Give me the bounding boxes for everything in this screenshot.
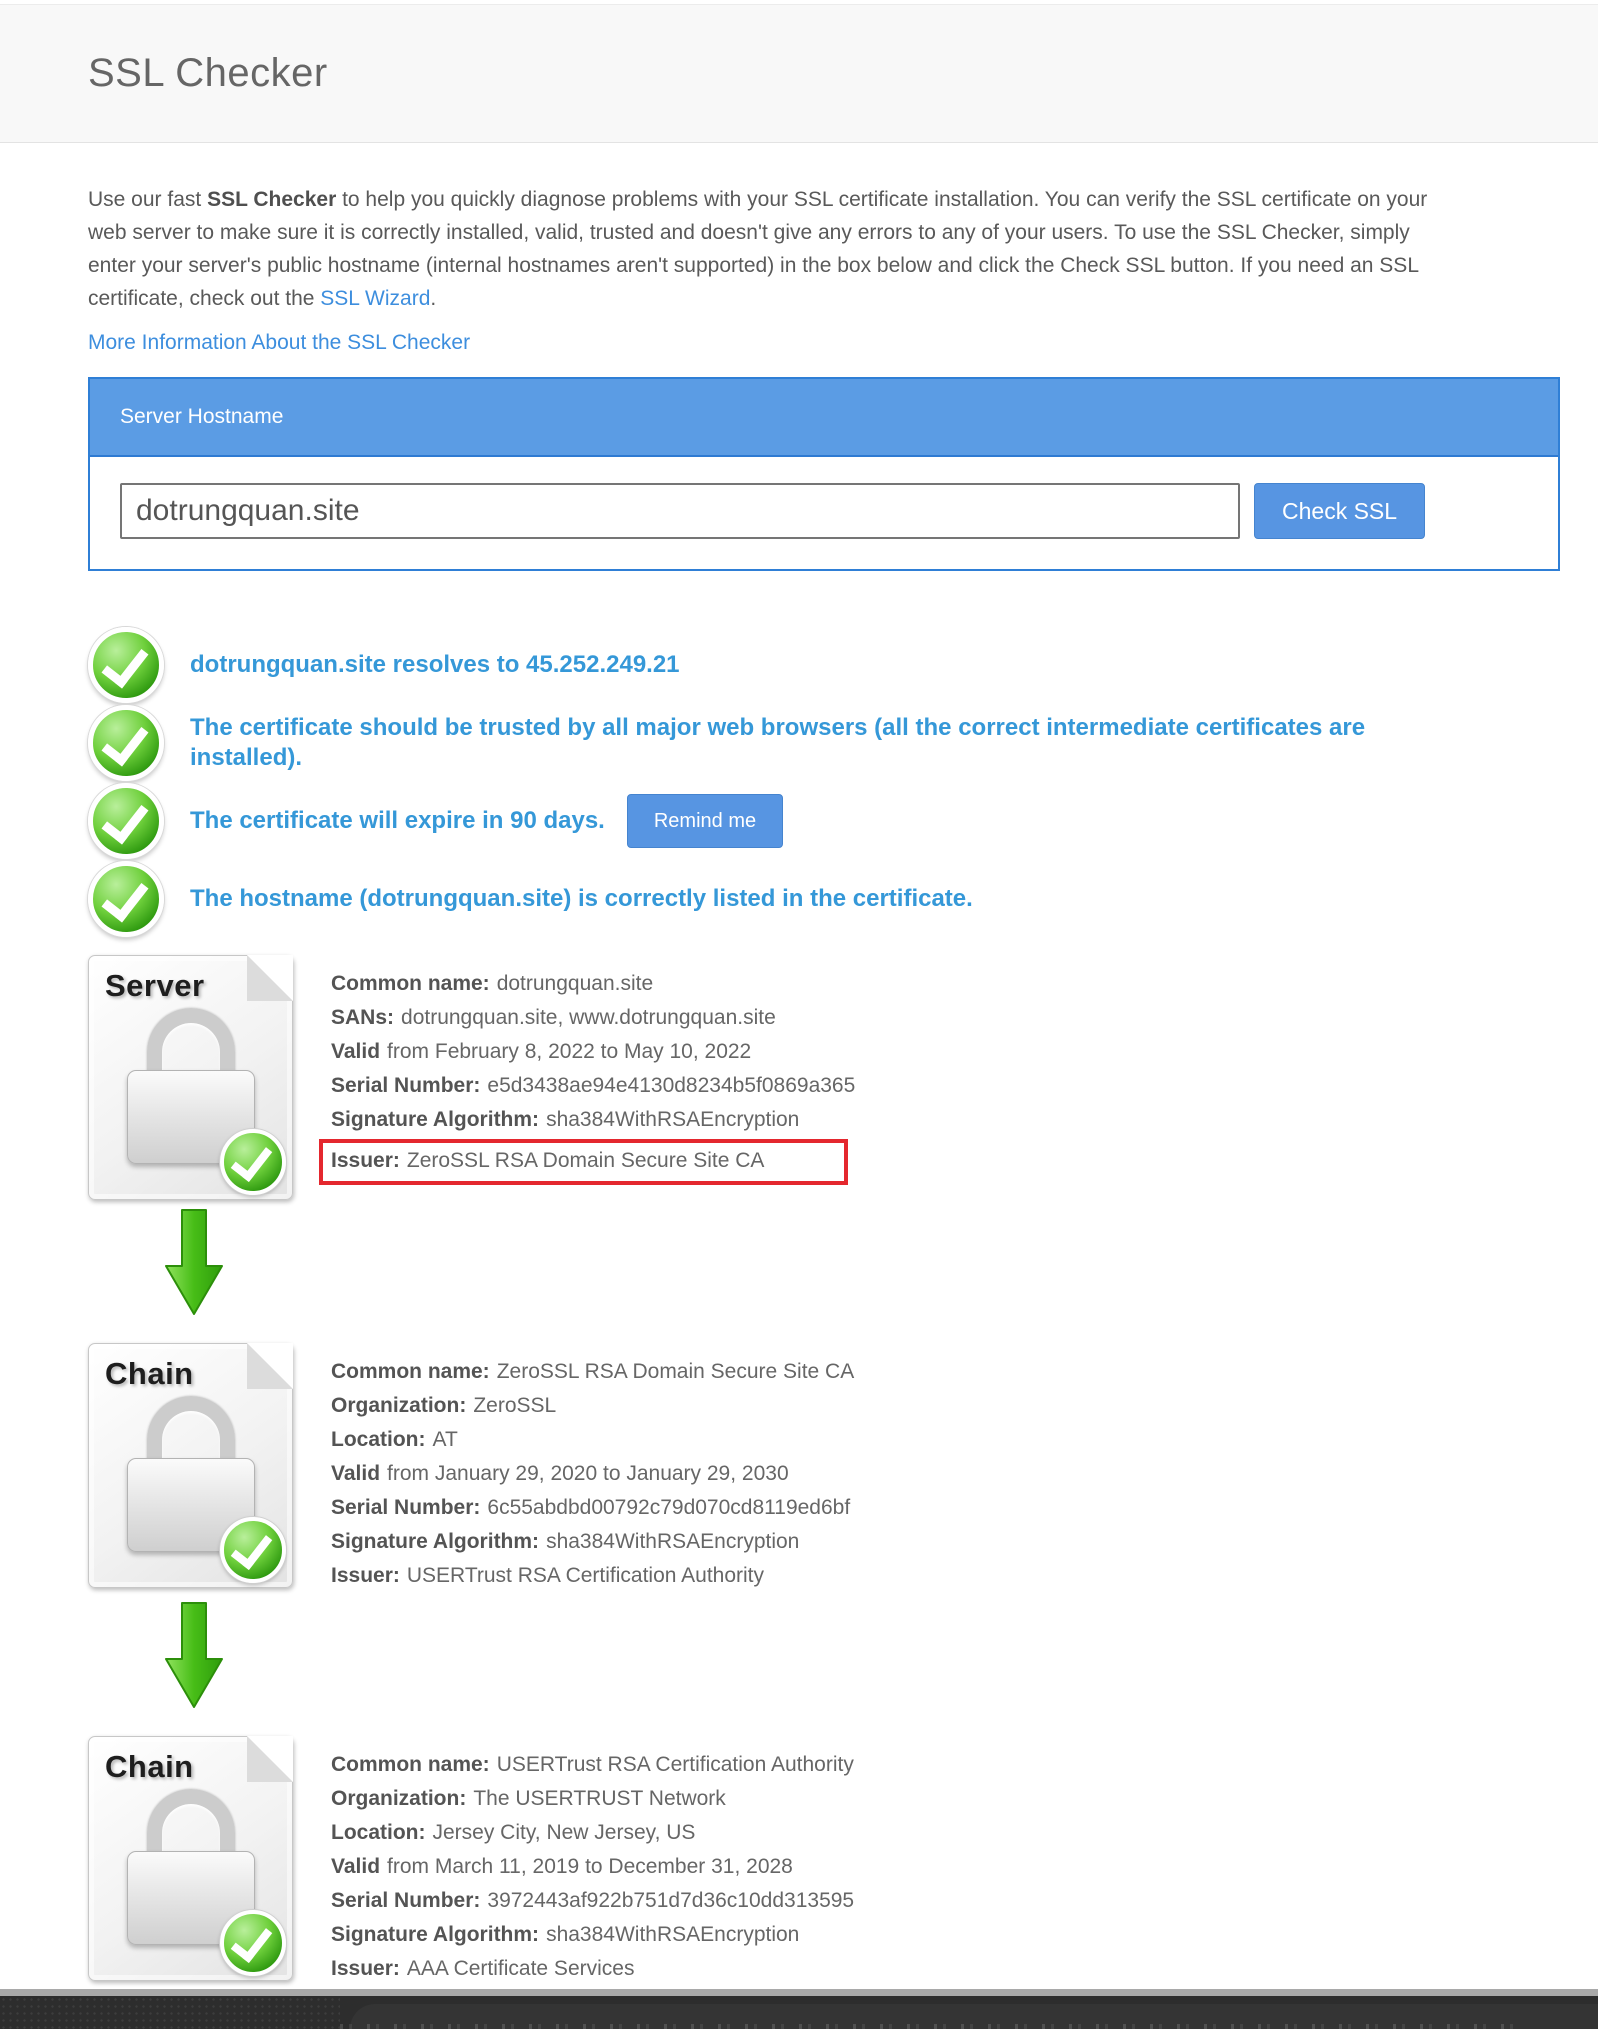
panel-header	[90, 379, 1558, 457]
page-fold-icon	[247, 955, 293, 1001]
hostname-panel	[88, 377, 1560, 571]
result-text: dotrungquan.site resolves to 45.252.249.21	[190, 651, 680, 678]
main-content	[88, 183, 1560, 1986]
cert-field: Valid from March 11, 2019 to December 31, 2028	[331, 1855, 793, 1878]
intro-segment: Use our fast	[88, 188, 208, 211]
check-icon	[88, 783, 164, 859]
intro-text	[88, 183, 1428, 315]
result-row	[88, 783, 1560, 859]
page-fold-icon	[247, 1736, 293, 1782]
page-footer	[0, 1989, 1598, 2029]
certificate-details	[331, 1736, 854, 1986]
certificate-block-chain-1	[88, 1343, 1560, 1593]
panel-title: Server Hostname	[120, 405, 284, 428]
cert-field: Serial Number: e5d3438ae94e4130d8234b5f0869a365	[331, 1074, 856, 1097]
intro-segment: .	[430, 287, 437, 310]
certificate-icon-label: Chain	[105, 1749, 194, 1784]
cert-field: Signature Algorithm: sha384WithRSAEncryption	[331, 1530, 800, 1553]
cert-field: Location: Jersey City, New Jersey, US	[331, 1821, 696, 1844]
cert-field: Issuer: AAA Certificate Services	[331, 1957, 635, 1980]
cert-field: Valid from February 8, 2022 to May 10, 2022	[331, 1040, 752, 1063]
certificate-block-chain-2	[88, 1736, 1560, 1986]
chain-certificate-icon	[88, 1343, 293, 1588]
check-icon	[88, 627, 164, 703]
page-fold-icon	[247, 1343, 293, 1389]
certificate-details	[331, 955, 855, 1200]
panel-body	[90, 457, 1558, 569]
results-list	[88, 627, 1560, 937]
certificate-details	[331, 1343, 854, 1593]
remind-me-button[interactable]: Remind me	[627, 794, 783, 848]
result-row	[88, 705, 1560, 781]
intro-segment: to help you quickly diagnose problems with your SSL certificate installation. You can verify the SSL certificate on your web server to make sure it is correctly installed, valid, trusted and doesn't give any errors to any of your users. To use the SSL Checker, simply enter your server's public hostname (internal hostnames aren't supported) in the box below and click the Check SSL button. If you need an SSL certificate, check out the	[88, 188, 1428, 310]
ssl-wizard-link[interactable]: SSL Wizard	[320, 287, 431, 310]
page-header	[0, 4, 1598, 143]
footer-divider	[0, 1989, 1598, 1996]
check-badge-icon	[220, 1910, 286, 1976]
cert-field: Issuer: ZeroSSL RSA Domain Secure Site CA	[331, 1149, 765, 1172]
result-row	[88, 861, 1560, 937]
cert-field: Serial Number: 3972443af922b751d7d36c10dd313595	[331, 1889, 855, 1912]
check-icon	[88, 861, 164, 937]
cert-field: Common name: ZeroSSL RSA Domain Secure Site CA	[331, 1360, 855, 1383]
chain-certificate-icon	[88, 1736, 293, 1981]
cert-field: Valid from January 29, 2020 to January 29, 2030	[331, 1462, 789, 1485]
check-icon	[88, 705, 164, 781]
more-info-link[interactable]: More Information About the SSL Checker	[88, 331, 471, 354]
cert-field: Location: AT	[331, 1428, 458, 1451]
check-badge-icon	[220, 1517, 286, 1583]
cert-field: SANs: dotrungquan.site, www.dotrungquan.site	[331, 1006, 776, 1029]
certificate-block-server	[88, 955, 1560, 1200]
cert-field: Signature Algorithm: sha384WithRSAEncryption	[331, 1108, 800, 1131]
cert-field: Serial Number: 6c55abdbd00792c79d070cd8119ed6bf	[331, 1496, 851, 1519]
certificate-icon-label: Chain	[105, 1356, 194, 1391]
check-badge-icon	[220, 1129, 286, 1195]
arrow-down-icon	[162, 1601, 226, 1711]
result-row	[88, 627, 1560, 703]
footer-background	[0, 1996, 1598, 2029]
page-title: SSL Checker	[88, 51, 328, 95]
cert-field: Organization: The USERTRUST Network	[331, 1787, 726, 1810]
result-text: The hostname (dotrungquan.site) is correctly listed in the certificate.	[190, 885, 973, 912]
cert-field: Common name: dotrungquan.site	[331, 972, 654, 995]
cert-field: Organization: ZeroSSL	[331, 1394, 557, 1417]
issuer-highlight-box	[319, 1139, 848, 1185]
cert-field: Signature Algorithm: sha384WithRSAEncryption	[331, 1923, 800, 1946]
cert-field: Issuer: USERTrust RSA Certification Authority	[331, 1564, 765, 1587]
certificate-icon-label: Server	[105, 968, 205, 1003]
hostname-input[interactable]	[120, 483, 1240, 539]
result-text: The certificate will expire in 90 days.	[190, 807, 605, 834]
arrow-down-icon	[162, 1208, 226, 1318]
intro-bold: SSL Checker	[207, 188, 337, 211]
server-certificate-icon	[88, 955, 293, 1200]
result-text: The certificate should be trusted by all major web browsers (all the correct intermediate certificates are installed).	[190, 714, 1366, 771]
cert-field: Common name: USERTrust RSA Certification Authority	[331, 1753, 854, 1776]
check-ssl-button[interactable]: Check SSL	[1254, 483, 1425, 539]
